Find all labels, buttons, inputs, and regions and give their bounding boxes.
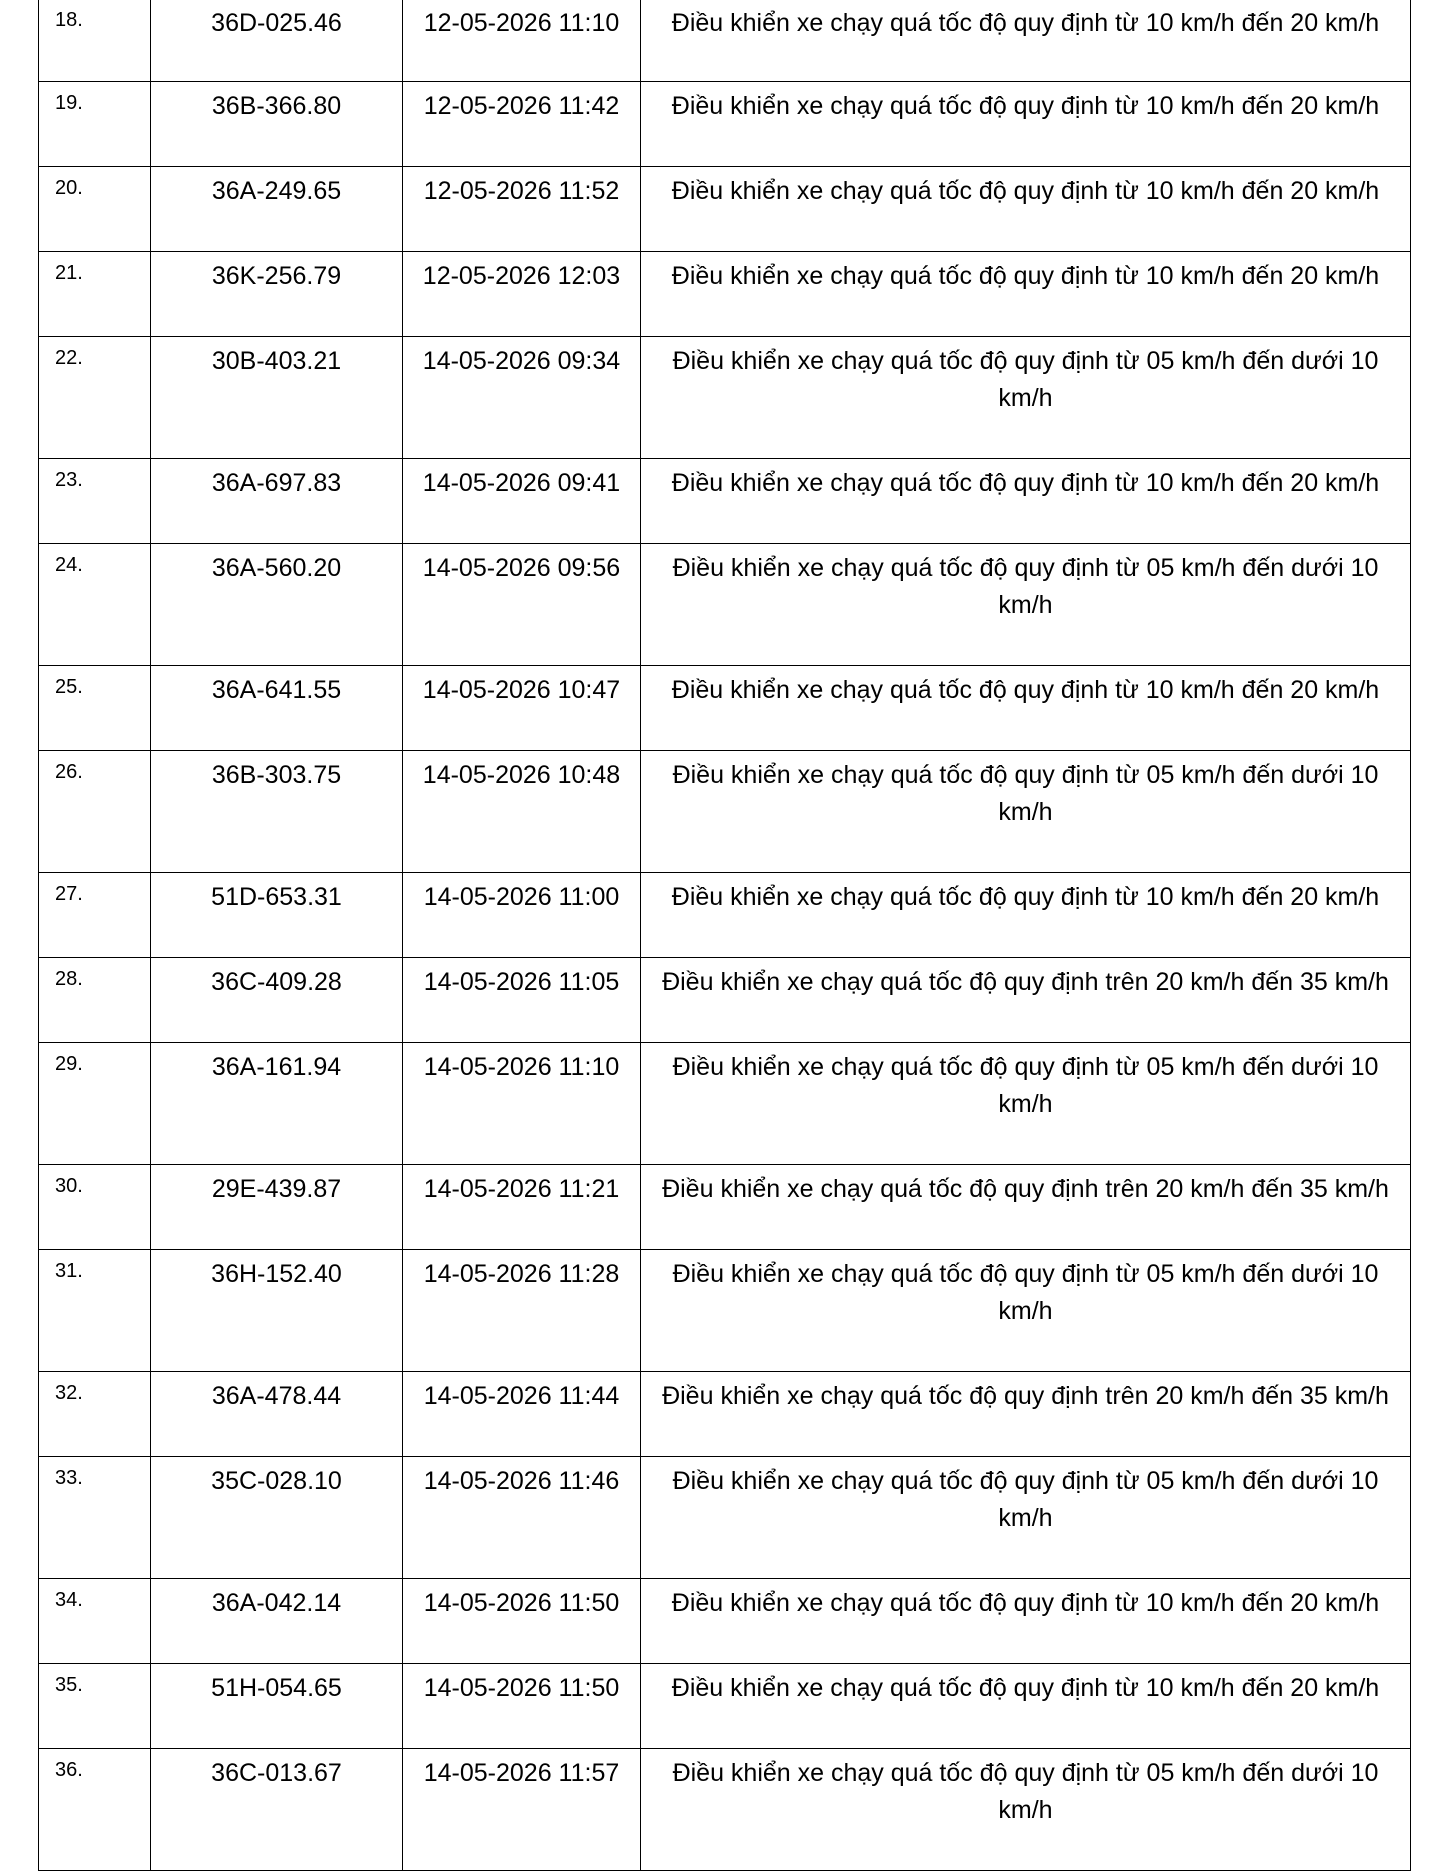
- table-row: [39, 82, 1411, 167]
- license-plate: 36D-025.46: [151, 0, 403, 82]
- violation-time: 12-05-2026 11:10: [403, 0, 641, 82]
- violation-description: Điều khiển xe chạy quá tốc độ quy định từ 10 km/h đến 20 km/h: [641, 459, 1411, 544]
- violation-description: Điều khiển xe chạy quá tốc độ quy định từ 10 km/h đến 20 km/h: [641, 1579, 1411, 1664]
- table-row: [39, 751, 1411, 873]
- row-number: 33.: [39, 1457, 151, 1579]
- violation-description: Điều khiển xe chạy quá tốc độ quy định từ 10 km/h đến 20 km/h: [641, 0, 1411, 82]
- violation-time: 14-05-2026 09:56: [403, 544, 641, 666]
- row-number: 19.: [39, 82, 151, 167]
- violation-time: 14-05-2026 11:28: [403, 1250, 641, 1372]
- violation-time: 14-05-2026 11:21: [403, 1165, 641, 1250]
- violation-description: Điều khiển xe chạy quá tốc độ quy định từ 05 km/h đến dưới 10 km/h: [641, 1457, 1411, 1579]
- license-plate: 36K-256.79: [151, 252, 403, 337]
- violation-time: 12-05-2026 11:42: [403, 82, 641, 167]
- table-row: [39, 1664, 1411, 1749]
- license-plate: 36A-249.65: [151, 167, 403, 252]
- license-plate: 36A-478.44: [151, 1372, 403, 1457]
- row-number: 21.: [39, 252, 151, 337]
- violation-description: Điều khiển xe chạy quá tốc độ quy định từ 10 km/h đến 20 km/h: [641, 167, 1411, 252]
- violation-description: Điều khiển xe chạy quá tốc độ quy định từ 05 km/h đến dưới 10 km/h: [641, 1250, 1411, 1372]
- license-plate: 51D-653.31: [151, 873, 403, 958]
- license-plate: 36H-152.40: [151, 1250, 403, 1372]
- row-number: 23.: [39, 459, 151, 544]
- table-row: [39, 873, 1411, 958]
- table-row: [39, 167, 1411, 252]
- table-row: [39, 666, 1411, 751]
- license-plate: 36B-303.75: [151, 751, 403, 873]
- row-number: 22.: [39, 337, 151, 459]
- violation-description: Điều khiển xe chạy quá tốc độ quy định từ 10 km/h đến 20 km/h: [641, 666, 1411, 751]
- violation-description: Điều khiển xe chạy quá tốc độ quy định từ 05 km/h đến dưới 10 km/h: [641, 1043, 1411, 1165]
- violation-description: Điều khiển xe chạy quá tốc độ quy định từ 10 km/h đến 20 km/h: [641, 873, 1411, 958]
- row-number: 29.: [39, 1043, 151, 1165]
- violation-description: Điều khiển xe chạy quá tốc độ quy định từ 10 km/h đến 20 km/h: [641, 252, 1411, 337]
- violation-time: 14-05-2026 11:10: [403, 1043, 641, 1165]
- table-row: [39, 459, 1411, 544]
- license-plate: 36B-366.80: [151, 82, 403, 167]
- violation-time: 14-05-2026 11:05: [403, 958, 641, 1043]
- violation-time: 14-05-2026 11:46: [403, 1457, 641, 1579]
- table-row: [39, 544, 1411, 666]
- license-plate: 36A-042.14: [151, 1579, 403, 1664]
- violation-time: 14-05-2026 11:50: [403, 1664, 641, 1749]
- violation-description: Điều khiển xe chạy quá tốc độ quy định từ 05 km/h đến dưới 10 km/h: [641, 337, 1411, 459]
- violation-description: Điều khiển xe chạy quá tốc độ quy định từ 05 km/h đến dưới 10 km/h: [641, 544, 1411, 666]
- row-number: 18.: [39, 0, 151, 82]
- row-number: 31.: [39, 1250, 151, 1372]
- row-number: 28.: [39, 958, 151, 1043]
- license-plate: 36C-013.67: [151, 1749, 403, 1871]
- violation-time: 14-05-2026 11:44: [403, 1372, 641, 1457]
- table-row: [39, 1749, 1411, 1871]
- table-row: [39, 0, 1411, 82]
- row-number: 35.: [39, 1664, 151, 1749]
- violation-description: Điều khiển xe chạy quá tốc độ quy định trên 20 km/h đến 35 km/h: [641, 1372, 1411, 1457]
- violation-description: Điều khiển xe chạy quá tốc độ quy định từ 05 km/h đến dưới 10 km/h: [641, 1749, 1411, 1871]
- violation-time: 12-05-2026 12:03: [403, 252, 641, 337]
- row-number: 34.: [39, 1579, 151, 1664]
- violation-description: Điều khiển xe chạy quá tốc độ quy định trên 20 km/h đến 35 km/h: [641, 958, 1411, 1043]
- table-row: [39, 1250, 1411, 1372]
- table-row: [39, 1372, 1411, 1457]
- table-row: [39, 337, 1411, 459]
- table-row: [39, 1043, 1411, 1165]
- violation-time: 12-05-2026 11:52: [403, 167, 641, 252]
- violation-description: Điều khiển xe chạy quá tốc độ quy định từ 10 km/h đến 20 km/h: [641, 82, 1411, 167]
- violations-table: [38, 0, 1411, 1871]
- violation-time: 14-05-2026 10:47: [403, 666, 641, 751]
- table-row: [39, 958, 1411, 1043]
- license-plate: 36A-560.20: [151, 544, 403, 666]
- license-plate: 51H-054.65: [151, 1664, 403, 1749]
- table-row: [39, 1579, 1411, 1664]
- row-number: 30.: [39, 1165, 151, 1250]
- violation-time: 14-05-2026 09:34: [403, 337, 641, 459]
- violation-time: 14-05-2026 11:00: [403, 873, 641, 958]
- license-plate: 36A-697.83: [151, 459, 403, 544]
- row-number: 26.: [39, 751, 151, 873]
- violation-time: 14-05-2026 11:50: [403, 1579, 641, 1664]
- license-plate: 36A-641.55: [151, 666, 403, 751]
- violation-time: 14-05-2026 09:41: [403, 459, 641, 544]
- row-number: 24.: [39, 544, 151, 666]
- license-plate: 29E-439.87: [151, 1165, 403, 1250]
- violation-description: Điều khiển xe chạy quá tốc độ quy định từ 05 km/h đến dưới 10 km/h: [641, 751, 1411, 873]
- table-row: [39, 252, 1411, 337]
- violation-time: 14-05-2026 11:57: [403, 1749, 641, 1871]
- violation-description: Điều khiển xe chạy quá tốc độ quy định từ 10 km/h đến 20 km/h: [641, 1664, 1411, 1749]
- row-number: 27.: [39, 873, 151, 958]
- row-number: 36.: [39, 1749, 151, 1871]
- violations-table-body: [39, 0, 1411, 1871]
- license-plate: 36C-409.28: [151, 958, 403, 1043]
- row-number: 20.: [39, 167, 151, 252]
- license-plate: 36A-161.94: [151, 1043, 403, 1165]
- row-number: 32.: [39, 1372, 151, 1457]
- license-plate: 30B-403.21: [151, 337, 403, 459]
- table-row: [39, 1457, 1411, 1579]
- violation-time: 14-05-2026 10:48: [403, 751, 641, 873]
- license-plate: 35C-028.10: [151, 1457, 403, 1579]
- violation-description: Điều khiển xe chạy quá tốc độ quy định trên 20 km/h đến 35 km/h: [641, 1165, 1411, 1250]
- table-row: [39, 1165, 1411, 1250]
- row-number: 25.: [39, 666, 151, 751]
